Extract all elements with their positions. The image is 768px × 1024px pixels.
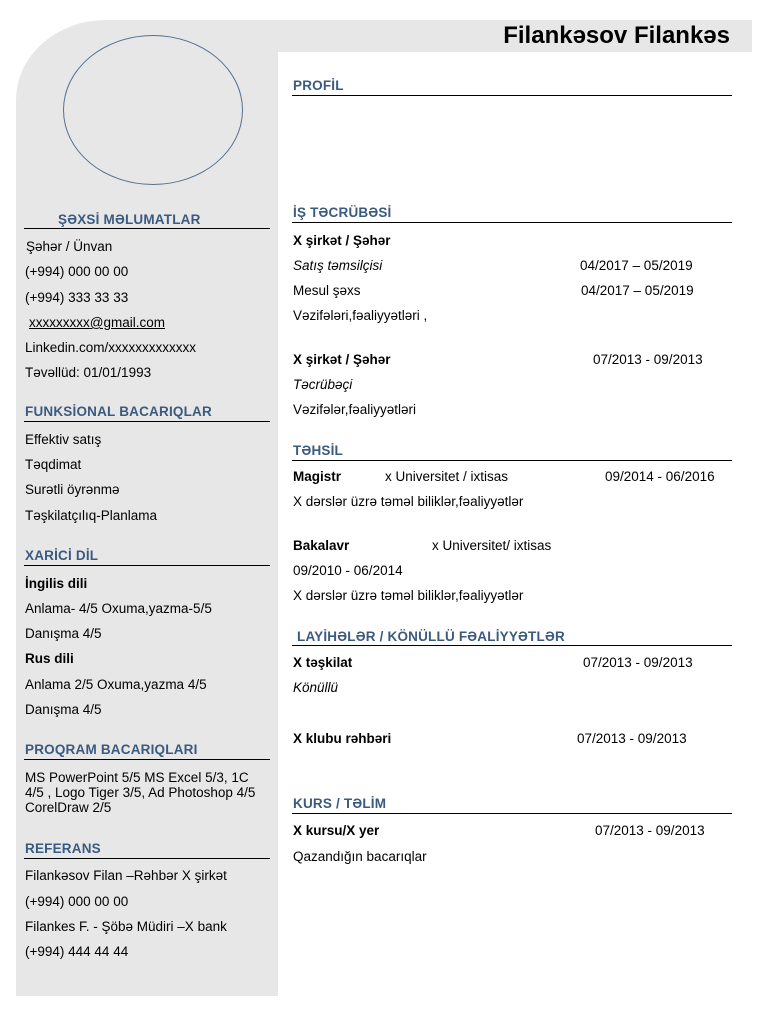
reference-1-name: Filankəsov Filan –Rəhbər X şirkət <box>25 868 227 883</box>
project-1-dates: 07/2013 - 09/2013 <box>583 655 693 670</box>
references-heading: REFERANS <box>25 841 101 856</box>
language-russian: Rus dili <box>25 651 74 666</box>
language-russian-speaking: Danışma 4/5 <box>25 702 102 717</box>
job-1-role: Satış təmsilçisi <box>293 258 383 273</box>
job-1-duties: Vəzifələri,fəaliyyətləri , <box>293 308 428 323</box>
language-english-speaking: Danışma 4/5 <box>25 626 102 641</box>
projects-heading: LAYİHƏLƏR / KÖNÜLLÜ FƏALİYYƏTLƏR <box>297 629 565 644</box>
degree-2-school: x Universitet/ ixtisas <box>432 538 552 553</box>
degree-1-school: x Universitet / ixtisas <box>385 469 509 484</box>
job-1-role-2: Mesul şəxs <box>293 283 361 298</box>
profile-rule <box>292 95 732 96</box>
references-rule <box>24 858 270 859</box>
email-link[interactable]: xxxxxxxxx@gmail.com <box>29 315 165 330</box>
projects-rule <box>292 645 732 646</box>
software-skills-heading: PROQRAM BACARIQLARI <box>25 742 198 757</box>
project-2-dates: 07/2013 - 09/2013 <box>577 731 687 746</box>
job-2-company: X şirkət / Şəhər <box>293 352 391 367</box>
experience-heading: İŞ TƏCRÜBƏSİ <box>293 205 392 220</box>
job-2-role: Təcrübəçi <box>293 377 353 392</box>
personal-rule <box>24 228 270 229</box>
address-text: Şəhər / Ünvan <box>26 239 113 254</box>
profile-photo-placeholder[interactable] <box>63 35 243 185</box>
experience-rule <box>292 222 732 223</box>
course-1-description: Qazandığın bacarıqlar <box>293 849 427 864</box>
linkedin-link[interactable]: Linkedin.com/xxxxxxxxxxxxx <box>25 340 197 355</box>
degree-2-dates: 09/2010 - 06/2014 <box>293 563 403 578</box>
job-2-dates: 07/2013 - 09/2013 <box>593 352 703 367</box>
skill-item: Təqdimat <box>25 457 82 472</box>
language-english: İngilis dili <box>25 576 88 591</box>
course-1-dates: 07/2013 - 09/2013 <box>595 823 705 838</box>
job-1-role-dates: 04/2017 – 05/2019 <box>580 258 693 273</box>
job-1-role-2-dates: 04/2017 – 05/2019 <box>581 283 694 298</box>
functional-skills-heading: FUNKSİONAL BACARIQLAR <box>25 404 212 419</box>
course-1: X kursu/X yer <box>293 823 380 838</box>
skill-item: Təşkilatçılıq-Planlama <box>25 508 158 523</box>
courses-heading: KURS / TƏLİM <box>293 796 387 811</box>
education-rule <box>292 460 732 461</box>
profile-heading: PROFİL <box>293 78 344 93</box>
project-1: X təşkilat <box>293 655 353 670</box>
skill-item: Surətli öyrənmə <box>25 482 120 497</box>
courses-rule <box>292 813 732 814</box>
languages-rule <box>24 565 270 566</box>
reference-1-phone: (+994) 000 00 00 <box>25 894 129 909</box>
job-2-duties: Vəzifələr,fəaliyyətləri <box>293 402 417 417</box>
project-2: X klubu rəhbəri <box>293 731 392 746</box>
reference-2-name: Filankes F. - Şöbə Müdiri –X bank <box>25 919 227 934</box>
language-russian-levels: Anlama 2/5 Oxuma,yazma 4/5 <box>25 677 207 692</box>
languages-heading: XARİCİ DİL <box>25 548 99 563</box>
degree-1-description: X dərslər üzrə təməl biliklər,fəaliyyətlər <box>293 494 524 509</box>
software-skills-text: MS PowerPoint 5/5 MS Excel 5/3, 1C 4/5 , Logo Tiger 3/5, Ad Photoshop 4/5 CorelDraw 2/5 <box>25 770 256 815</box>
degree-2: Bakalavr <box>293 538 350 553</box>
software-rule <box>24 759 270 760</box>
phone-2: (+994) 333 33 33 <box>25 290 129 305</box>
project-1-role: Könüllü <box>293 680 339 695</box>
degree-1: Magistr <box>293 469 342 484</box>
birthdate-text: Təvəllüd: 01/01/1993 <box>25 365 152 380</box>
reference-2-phone: (+994) 444 44 44 <box>25 944 129 959</box>
education-heading: TƏHSİL <box>293 443 343 458</box>
functional-rule <box>24 421 270 422</box>
degree-2-description: X dərslər üzrə təməl biliklər,fəaliyyətlər <box>293 588 524 603</box>
language-english-levels: Anlama- 4/5 Oxuma,yazma-5/5 <box>25 601 212 616</box>
personal-info-heading: ŞƏXSİ MƏLUMATLAR <box>58 212 201 227</box>
phone-1: (+994) 000 00 00 <box>25 264 129 279</box>
job-1-company: X şirkət / Şəhər <box>293 233 391 248</box>
degree-1-dates: 09/2014 - 06/2016 <box>605 469 715 484</box>
skill-item: Effektiv satış <box>25 432 102 447</box>
resume-name: Filankəsov Filankəs <box>503 22 730 49</box>
